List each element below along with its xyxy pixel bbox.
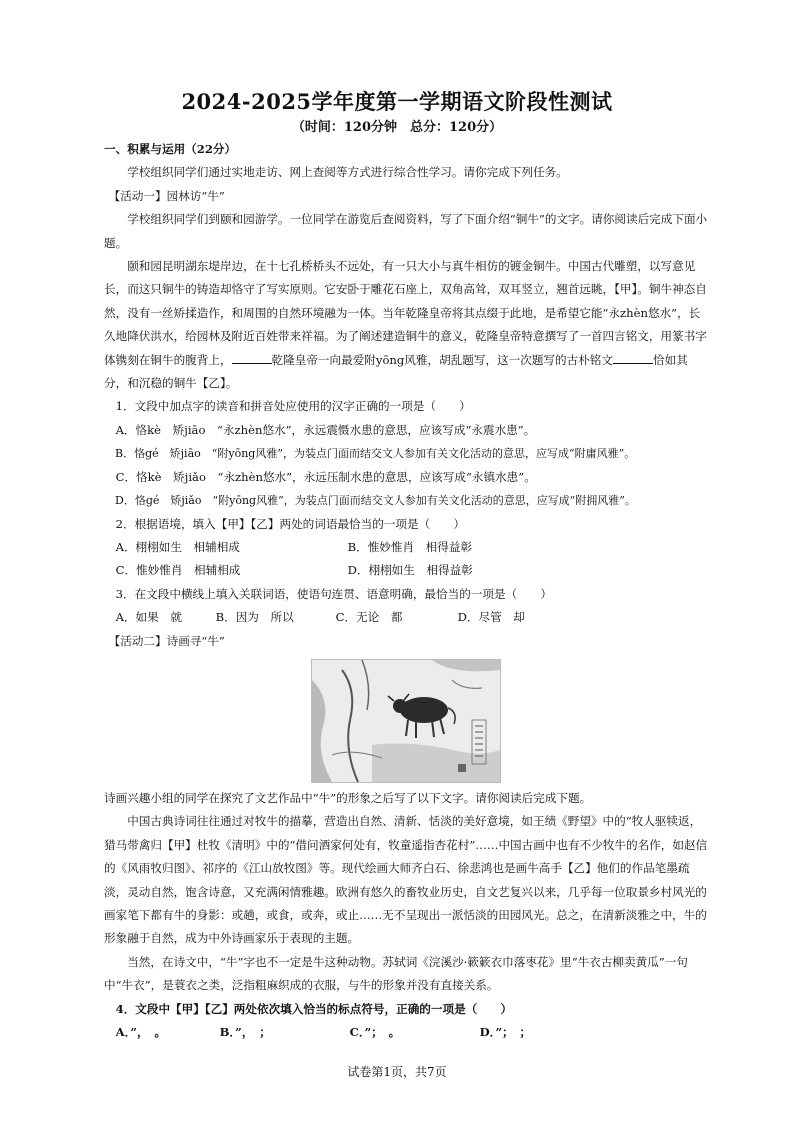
question-3-option-a: A．如果 就 xyxy=(115,610,182,625)
question-2-option-d: D．栩栩如生 相得益彰 xyxy=(347,563,473,578)
paragraph-bronze-ox-part3: 恰如其分，和沉稳的铜牛【乙】。 xyxy=(104,352,688,391)
activity-one-heading: 【活动一】园林访“牛” xyxy=(108,188,225,203)
question-2-options-row2 xyxy=(104,559,708,582)
question-2-option-a: A．栩栩如生 相辅相成 xyxy=(115,539,240,554)
question-2-options-row1 xyxy=(104,536,708,559)
paragraph-bronze-ox-part1: 颐和园昆明湖东堤岸边，在十七孔桥桥头不远处，有一只大小与真牛相仿的镀金铜牛。中国古代雕塑，以写意见长，而这只铜牛的铸造却恪守了写实原则。它安卧于雕花石座上，双角高耸，双耳竖立，翘首远眺，【甲】。铜牛神态自然，没有一丝矫揉造作，和周围的自然环境融为一体。当年乾隆皇帝将其点缀于此地，是希望它能“永zhèn悠水”，长久地降伏洪水，给园林及附近百姓带来祥福。为了阐述建造铜牛的意义，乾隆皇帝特意撰写了一首四言铭文，用篆书字体镌刻在铜牛的腹背上， xyxy=(104,259,707,367)
ox-painting-illustration xyxy=(312,660,500,782)
activity-two-heading: 【活动二】诗画寻“牛” xyxy=(108,633,225,648)
exam-body xyxy=(104,138,708,1044)
question-4-option-c: C．”； 。 xyxy=(349,1025,401,1039)
intro-paragraph: 学校组织同学们通过实地走访、网上查阅等方式进行综合性学习。请你完成下列任务。 xyxy=(127,165,568,180)
blank-line-1 xyxy=(232,351,272,364)
question-3-options xyxy=(104,606,708,629)
question-1-option-c: C．恪kè 矫jiǎo “永zhèn悠水”，永远压制水患的意思，应该写成“永镇水患”。 xyxy=(115,469,536,484)
question-3-option-d: D．尽管 却 xyxy=(457,610,525,625)
page-subtitle: （时间：120分钟 总分：120分） xyxy=(291,120,503,135)
question-3: 3．在文段中横线上填入关联词语，使语句连贯、语意明确，最恰当的一项是（ ） xyxy=(115,586,552,601)
paragraph-intro-ox: 学校组织同学们到颐和园游学。一位同学在游览后查阅资料，写了下面介绍“铜牛”的文字。请你阅读后完成下面小题。 xyxy=(104,212,708,250)
question-2: 2．根据语境，填入【甲】【乙】两处的词语最恰当的一项是（ ） xyxy=(115,516,465,531)
question-4-options xyxy=(104,1021,708,1044)
question-4-option-b: B．”， ； xyxy=(219,1025,271,1039)
paragraph-ox-clothes: 当然，在诗文中，“牛”字也不一定是牛这种动物。苏轼词《浣溪沙·簌簌衣巾落枣花》里“牛衣古柳卖黄瓜”一句中“牛衣”，是蓑衣之类，泛指粗麻织成的衣服，与牛的形象并没有直接关系。 xyxy=(104,954,688,993)
page-footer: 试卷第1页，共7页 xyxy=(347,1065,447,1079)
question-3-option-c: C．无论 都 xyxy=(335,610,403,625)
page-title: 2024-2025学年度第一学期语文阶段性测试 xyxy=(181,89,613,114)
paragraph-bronze-ox xyxy=(104,255,708,395)
question-1-option-a: A．恪kè 矫jiāo “永zhèn悠水”，永远震慑水患的意思，应该写成“永震水患”。 xyxy=(115,422,536,437)
question-1-option-d: D．恪gé 矫jiǎo “附yōng风雅”，为装点门面而结交文人参加有关文化活动的意思，应写成“附拥风雅”。 xyxy=(115,494,636,508)
section-heading: 一、积累与运用（22分） xyxy=(104,142,237,156)
question-4-option-d: D．”； ； xyxy=(479,1025,532,1039)
question-1: 1．文段中加点字的读音和拼音处应使用的汉字正确的一项是（ ） xyxy=(115,399,471,414)
ox-painting-image xyxy=(311,659,501,783)
question-3-option-b: B．因为 所以 xyxy=(215,610,294,625)
question-4-option-a: A．”， 。 xyxy=(115,1025,167,1039)
question-2-option-c: C．惟妙惟肖 相辅相成 xyxy=(115,563,241,578)
paragraph-bronze-ox-part2: 乾隆皇帝一向最爱附yōng风雅，胡乱题写，这一次题写的古朴铭文 xyxy=(271,352,613,367)
question-1-option-b: B．恪gé 矫jiāo “附yōng风雅”，为装点门面而结交文人参加有关文化活动的意思，应写成“附庸风雅”。 xyxy=(115,447,636,461)
paragraph-ox-in-art: 中国古典诗词往往通过对牧牛的描摹，营造出自然、清新、恬淡的美好意境，如王绩《野望》中的“牧人驱犊返，猎马带禽归【甲】杜牧《清明》中的“借问酒家何处有，牧童遥指杏花村”……中国古画中也有不少牧牛的名作，如赵信的《风雨牧归图》、祁序的《江山放牧图》等。现代绘画大师齐白石、徐悲鸿也是画牛高手【乙】他们的作品笔墨疏淡，灵动自然，饱含诗意，又充满闲情雅趣。欧洲有悠久的畜牧业历史，自文艺复兴以来，几乎每一位取景乡村风光的画家笔下都有牛的身影：或趟，或食，或奔，或止……无不呈现出一派恬淡的田园风光。总之，在清新淡雅之中，牛的形象融于自然，成为中外诗画家乐于表现的主题。 xyxy=(104,814,708,946)
question-2-option-b: B．惟妙惟肖 相得益彰 xyxy=(347,539,473,554)
question-4: 4．文段中【甲】【乙】两处依次填入恰当的标点符号，正确的一项是（ ） xyxy=(115,1001,513,1016)
blank-line-2 xyxy=(613,351,653,364)
paragraph-poetry-intro: 诗画兴趣小组的同学在探究了文艺作品中“牛”的形象之后写了以下文字。请你阅读后完成下题。 xyxy=(104,790,592,805)
